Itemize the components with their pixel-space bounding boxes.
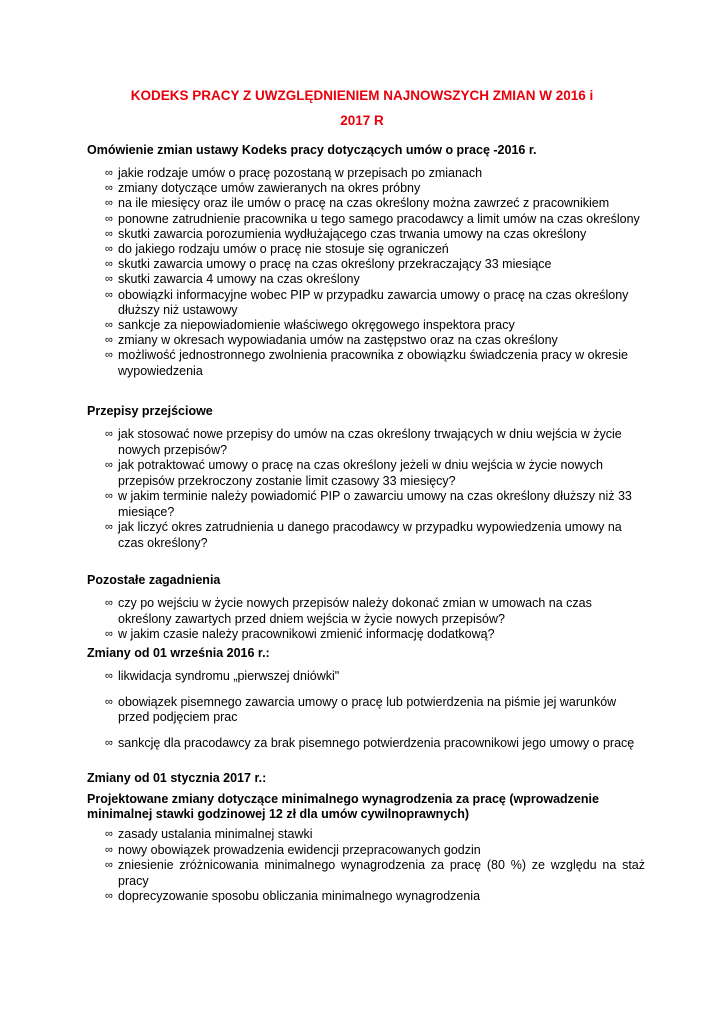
list-item-text: zmiany dotyczące umów zawieranych na okres próbny [118,181,421,196]
infinity-bullet-icon: ∞ [105,428,113,440]
document-title-line-2: 2017 R [340,113,384,128]
list-item [105,489,645,520]
list-item [105,288,645,318]
infinity-bullet-icon: ∞ [105,197,113,210]
list-item-text: likwidacja syndromu „pierwszej dniówki" [118,669,340,683]
list-item-text: na ile miesięcy oraz ile umów o pracę na czas określony można zawrzeć z pracownikiem [118,196,610,211]
list-item [105,520,645,551]
list-item [105,348,645,378]
infinity-bullet-icon: ∞ [105,859,113,871]
list-item [105,695,645,726]
list-item [105,827,645,843]
list-item [105,427,645,458]
list-item-text: zasady ustalania minimalnej stawki [118,827,313,841]
infinity-bullet-icon: ∞ [105,490,113,502]
infinity-bullet-icon: ∞ [105,628,113,640]
list-item [105,196,645,211]
list-transitional [105,427,645,551]
list-item-text: obowiązek pisemnego zawarcia umowy o pracę lub potwierdzenia na piśmie jej warunków przed podjęciem prac [118,694,617,724]
list-item [105,166,645,181]
document-title-line-1: KODEKS PRACY Z UWZGLĘDNIENIEM NAJNOWSZYCH ZMIAN W 2016 i [130,88,594,103]
infinity-bullet-icon: ∞ [105,828,113,840]
infinity-bullet-icon: ∞ [105,736,113,749]
list-item-text: do jakiego rodzaju umów o pracę nie stosuje się ograniczeń [118,242,449,257]
section-heading-sept-2016: Zmiany od 01 września 2016 r.: [87,646,270,660]
list-item-text: skutki zawarcia 4 umowy na czas określony [118,272,360,287]
list-item-text: ponowne zatrudnienie pracownika u tego samego pracodawcy a limit umów na czas określony [118,211,640,226]
infinity-bullet-icon: ∞ [105,597,113,609]
list-item-text: jak stosować nowe przepisy do umów na czas określony trwających w dniu wejścia w życie nowych przepisów? [118,427,622,457]
infinity-bullet-icon: ∞ [105,243,113,256]
list-2016-changes [105,166,645,379]
list-item-text: nowy obowiązek prowadzenia ewidencji przepracowanych godzin [118,842,481,857]
infinity-bullet-icon: ∞ [105,227,113,240]
list-item-text: jak liczyć okres zatrudnienia u danego pracodawcy w przypadku wypowiedzenia umowy na czas określony? [118,520,622,550]
infinity-bullet-icon: ∞ [105,670,113,682]
infinity-bullet-icon: ∞ [105,334,113,347]
list-item-text: doprecyzowanie sposobu obliczania minimalnego wynagrodzenia [118,889,481,903]
list-item-text: możliwość jednostronnego zwolnienia pracownika z obowiązku świadczenia pracy w okresie wypowiedzenia [118,348,628,378]
infinity-bullet-icon: ∞ [105,182,113,195]
list-item-text: zniesienie zróżnicowania minimalnego wynagrodzenia za pracę (80 %) ze względu na staż pracy [118,858,645,888]
list-minimum-wage [105,827,645,905]
list-item-text: sankcje za niepowiadomienie właściwego okręgowego inspektora pracy [118,318,515,333]
list-other-issues [105,596,645,643]
list-item [105,272,645,287]
infinity-bullet-icon: ∞ [105,319,113,332]
infinity-bullet-icon: ∞ [105,349,113,362]
infinity-bullet-icon: ∞ [105,695,113,708]
list-item [105,212,645,227]
infinity-bullet-icon: ∞ [105,258,113,271]
list-item-text: skutki zawarcia porozumienia wydłużającego czas trwania umowy na czas określony [118,226,587,241]
infinity-bullet-icon: ∞ [105,273,113,286]
list-item-text: czy po wejściu w życie nowych przepisów należy dokonać zmian w umowach na czas określony zawartych przed dniem wejścia w życie nowych przepisów? [118,596,592,626]
infinity-bullet-icon: ∞ [105,459,113,471]
section-heading-other-issues: Pozostałe zagadnienia [87,573,221,587]
section-heading-jan-2017: Zmiany od 01 stycznia 2017 r.: [87,771,267,785]
list-item-text: skutki zawarcia umowy o pracę na czas określony przekraczający 33 miesiące [118,257,552,272]
list-item [105,669,645,685]
list-item-text: jakie rodzaje umów o pracę pozostaną w przepisach po zmianach [118,166,483,180]
list-item [105,596,645,627]
list-item-text: w jakim czasie należy pracownikowi zmienić informację dodatkową? [118,627,495,641]
list-item-text: jak potraktować umowy o pracę na czas określony jeżeli w dniu wejścia w życie nowych przepisów przekroczony zostanie limit czasowy 33 miesięcy? [118,458,603,488]
list-item-text: sankcję dla pracodawcy za brak pisemnego potwierdzenia pracownikowi jego umowy o pracę [118,735,635,750]
list-item [105,458,645,489]
list-item [105,858,645,889]
list-item [105,227,645,242]
infinity-bullet-icon: ∞ [105,890,113,902]
section-heading-minimum-wage: Projektowane zmiany dotyczące minimalnego wynagrodzenia za pracę (wprowadzenie minimalnej stawki godzinowej 12 zł dla umów cywilnoprawnych) [87,792,599,821]
infinity-bullet-icon: ∞ [105,521,113,533]
list-item-text: obowiązki informacyjne wobec PIP w przypadku zawarcia umowy o pracę na czas określony dłuższy niż ustawowy [118,287,629,317]
infinity-bullet-icon: ∞ [105,288,113,301]
list-item [105,181,645,196]
list-item [105,889,645,905]
list-item [105,242,645,257]
section-heading-transitional: Przepisy przejściowe [87,404,213,418]
list-item-text: zmiany w okresach wypowiadania umów na zastępstwo oraz na czas określony [118,333,558,348]
list-item [105,257,645,272]
list-item [105,736,645,752]
infinity-bullet-icon: ∞ [105,167,113,179]
infinity-bullet-icon: ∞ [105,843,113,856]
list-sept-2016 [105,669,645,761]
list-item [105,843,645,859]
list-item [105,318,645,333]
list-item-text: w jakim terminie należy powiadomić PIP o zawarciu umowy na czas określony dłuższy niż 33 miesiące? [118,489,632,519]
list-item [105,333,645,348]
infinity-bullet-icon: ∞ [105,212,113,225]
section-heading-2016-changes: Omówienie zmian ustawy Kodeks pracy dotyczących umów o pracę -2016 r. [87,143,537,157]
list-item [105,627,645,643]
